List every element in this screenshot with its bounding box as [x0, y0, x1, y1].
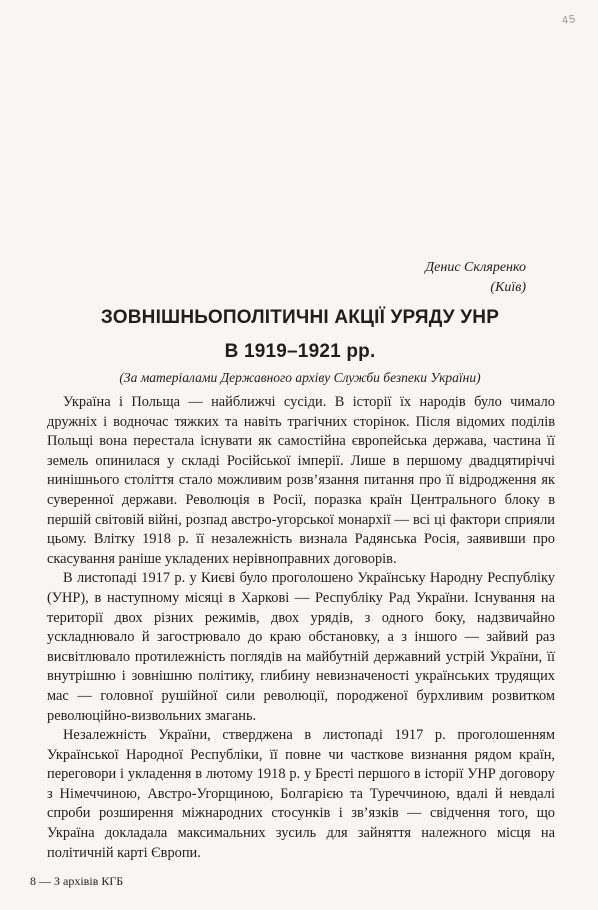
- author-name: Денис Скляренко: [425, 260, 526, 275]
- author-block: [425, 258, 526, 298]
- page-footer: 8 — З архівів КГБ: [30, 874, 124, 888]
- title-line-2: В 1919–1921 рр.: [224, 341, 376, 362]
- article-body: [47, 393, 555, 863]
- page-number-mark: 45: [560, 13, 577, 27]
- article-title: [40, 301, 560, 369]
- article-subtitle: (За матеріалами Державного архіву Служби безпеки України): [119, 370, 481, 385]
- paragraph-2: В листопаді 1917 р. у Києві було проголошено Українську Народну Республіку (УНР), в наступному місяці в Харкові — Республіку Рад України. Існування на території двох різних режимів, двох урядів, з одного боку, надзвичайно ускладнювало й загострювало до краю обстановку, а з іншого — зайвий раз висвітлювало протилежність поглядів на майбутній державний устрій України, її внутрішню і зовнішню політику, глибину невизначеності українських трудящих мас — головної рушійної сили революції, породженої бурхливим розвитком революційно-визвольних змагань.: [47, 570, 555, 724]
- author-city: (Київ): [490, 280, 526, 295]
- paragraph-3: Незалежність України, стверджена в листопаді 1917 р. проголошенням Української Народної Республіки, її повне чи часткове визнання рядом країн, переговори і укладення в лютому 1918 р. у Бресті першого в історії УНР договору з Німеччиною, Австро-Угорщиною, Болгарією та Туреччиною, вдалі й невдалі спроби розширення міжнародних стосунків і зв’язків — свідчення того, що Україна докладала максимальних зусиль для зайняття належного місця на політичній карті Європи.: [47, 727, 555, 861]
- title-line-1: ЗОВНІШНЬОПОЛІТИЧНІ АКЦІЇ УРЯДУ УНР: [100, 307, 500, 328]
- paragraph-1: Україна і Польща — найближчі сусіди. В історії їх народів було чимало дружніх і водночас тяжких та навіть трагічних сторінок. Після відомих поділів Польщі вона перестала існувати як самостійна європейська держава, частина її земель опинилася у складі Російської імперії. Лише в першому двадцятиріччі нинішнього століття стало можливим розв’язання питання про її відродження як суверенної держави. Революція в Росії, поразка країн Центрального блоку в першій світовій війні, розпад австро-угорської монархії — всі ці фактори сприяли цьому. Влітку 1918 р. її незалежність визнала Радянська Росія, заявивши про скасування раніше укладених нерівноправних договорів.: [47, 394, 555, 567]
